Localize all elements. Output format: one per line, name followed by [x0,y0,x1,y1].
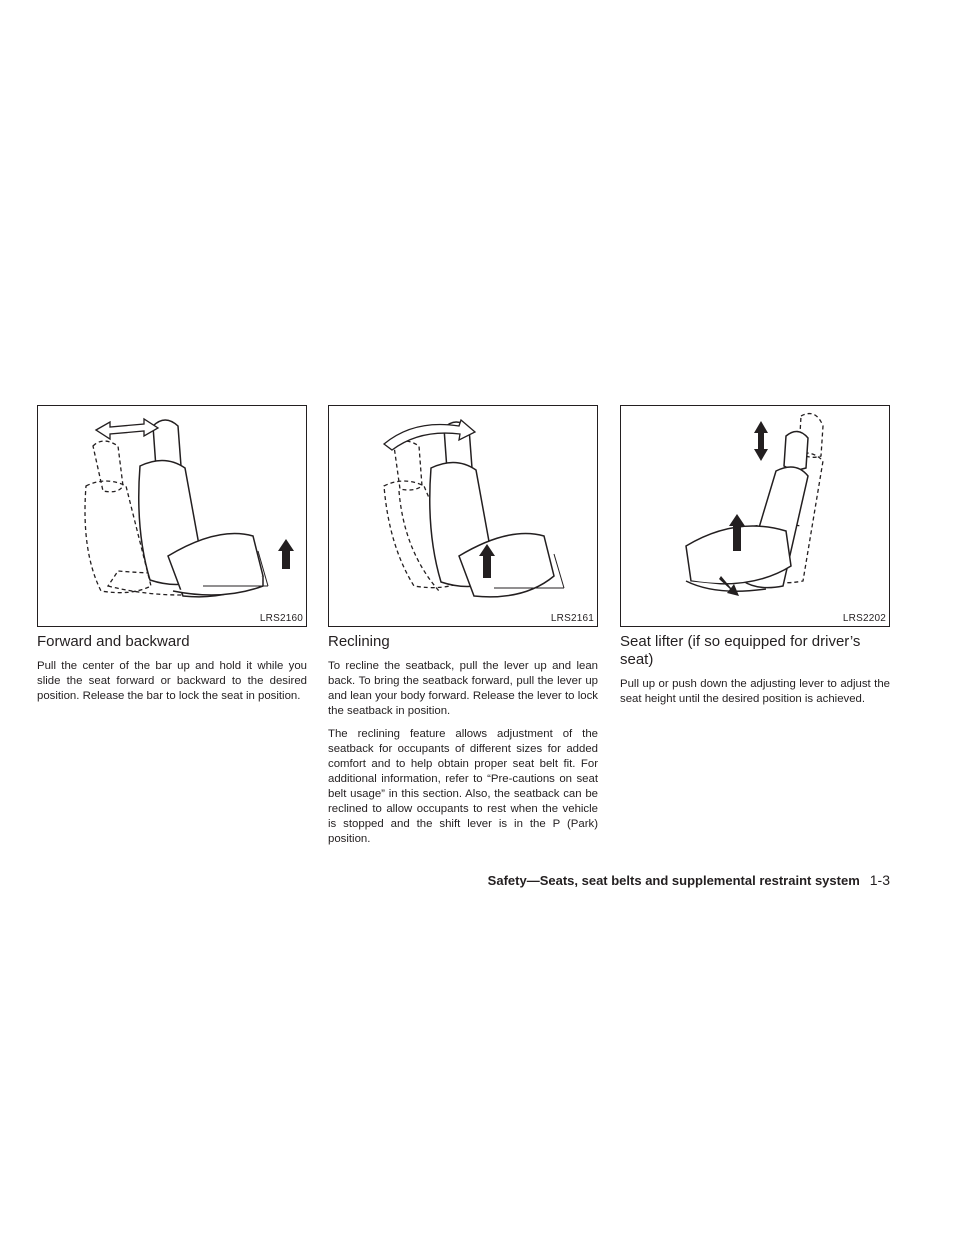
figure-code: LRS2160 [259,613,303,624]
page-number: 1-3 [869,872,890,888]
figure-code: LRS2202 [842,613,886,624]
paragraph: Pull up or push down the adjusting lever to adjust the seat height until the desired position is achieved. [620,678,890,705]
section-forward-backward [37,405,307,704]
section-heading: Seat lifter (if so equipped for driver’s seat) [620,633,861,668]
paragraph: Pull the center of the bar up and hold it while you slide the seat forward or backward to the desired position. Release the bar to lock the seat in position. [37,660,307,702]
seat-lifter-illustration [621,406,889,626]
seat-recline-illustration [329,406,597,626]
section-heading: Forward and backward [37,633,190,650]
figure-forward-backward [37,405,307,627]
paragraph: The reclining feature allows adjustment of the seatback for occupants of different sizes for added comfort and to help obtain proper seat belt fit. For additional information, refer to “Pre-cautions on seat belt usage” in this section. Also, the seatback can be reclined to allow occupants to rest when the vehicle is stopped and the shift lever is in the P (Park) position. [328,728,598,845]
paragraph: To recline the seatback, pull the lever up and lean back. To bring the seatback forward, pull the lever up and lean your body forward. Release the lever to lock the seatback in position. [328,660,598,717]
figure-seat-lifter [620,405,890,627]
footer-section-title: Safety—Seats, seat belts and supplemental restraint system [487,873,860,888]
section-seat-lifter [620,405,890,707]
figure-reclining [328,405,598,627]
section-reclining [328,405,598,847]
page-footer [488,872,890,888]
seat-slide-illustration [38,406,306,626]
figure-code: LRS2161 [550,613,594,624]
section-heading: Reclining [328,633,390,650]
